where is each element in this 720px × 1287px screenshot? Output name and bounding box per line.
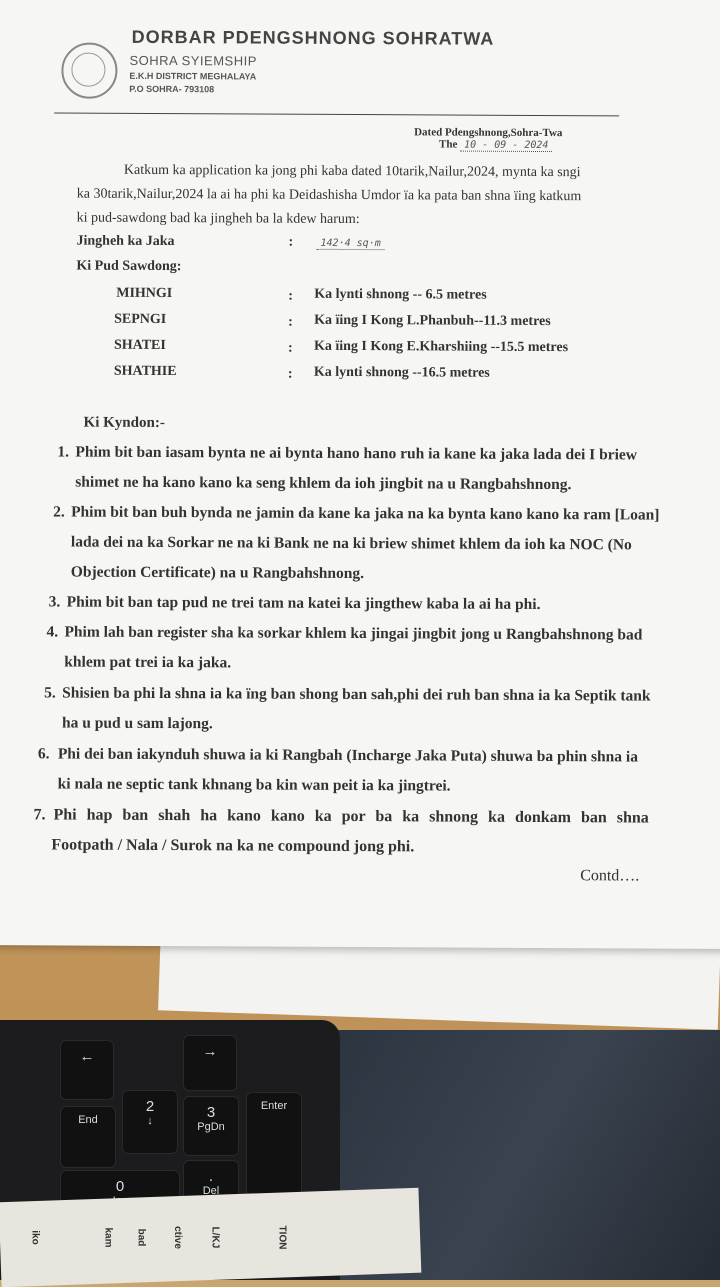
num2-key[interactable]: 2 ↓ bbox=[122, 1090, 178, 1154]
pud-colon: : bbox=[287, 366, 293, 382]
item-line: Objection Certificate) na u Rangbahshnong. bbox=[70, 563, 365, 583]
continued-label: Contd…. bbox=[580, 867, 640, 885]
dated-line: The 10 - 09 - 2024 bbox=[439, 138, 552, 151]
cloth-text: TION bbox=[276, 1225, 288, 1250]
pud-dir: SHATHIE bbox=[113, 363, 177, 380]
cloth-text: kam bbox=[102, 1227, 114, 1248]
cloth-text: L/KJ bbox=[209, 1226, 221, 1249]
item-line: Phi hap ban shah ha kano kano ka por ba ka shnong ka donkam ban shna bbox=[53, 806, 649, 827]
pud-text: Ka lynti shnong -- 6.5 metres bbox=[314, 286, 487, 303]
pud-text: Ka lynti shnong --16.5 metres bbox=[313, 364, 490, 381]
item-line: Shisien ba phi la shna ia ka ïng ban shong ban sah,phi dei ruh ban shna ia ka Septik tank bbox=[62, 684, 651, 705]
item-number: 4. bbox=[46, 623, 59, 641]
cloth-text: ctive bbox=[171, 1226, 183, 1249]
jingheh-colon: : bbox=[288, 234, 294, 250]
pud-text: Ka ïing I Kong L.Phanbuh--11.3 metres bbox=[314, 312, 551, 330]
org-title: DORBAR PDENGSHNONG SOHRATWA bbox=[131, 26, 495, 49]
cloth-text: bad bbox=[135, 1228, 147, 1247]
org-subtitle: SOHRA SYIEMSHIP bbox=[129, 52, 257, 69]
intro-line-1: Katkum ka application ka jong phi kaba dated 10tarik,Nailur,2024, mynta ka sngi bbox=[123, 162, 581, 181]
item-line: shimet ne ha kano kano ka seng khlem da ioh jingbit na u Rangbahshnong. bbox=[75, 473, 572, 494]
pud-heading: Ki Pud Sawdong: bbox=[76, 258, 182, 275]
org-postoffice: P.O SOHRA- 793108 bbox=[129, 83, 215, 95]
item-line: Footpath / Nala / Surok na ka ne compound jong phi. bbox=[51, 836, 415, 856]
header-rule bbox=[54, 112, 619, 116]
item-line: Phi dei ban iakynduh shuwa ia ki Rangbah (Incharge Jaka Puta) shuwa ba phin shna ia bbox=[57, 745, 639, 766]
intro-line-3: ki pud-sawdong bad ka jingheh ba la kdew harum: bbox=[76, 210, 360, 228]
right-arrow-key[interactable]: → bbox=[183, 1035, 237, 1091]
handwritten-date: 10 - 09 - 2024 bbox=[460, 140, 552, 152]
pud-colon: : bbox=[288, 314, 293, 330]
item-line: khlem pat trei ia ka jaka. bbox=[64, 653, 232, 672]
cloth-text: iko bbox=[29, 1230, 41, 1245]
item-number: 6. bbox=[37, 745, 50, 763]
end-key[interactable]: End bbox=[60, 1106, 116, 1168]
kyndon-heading: Ki Kyndon:- bbox=[83, 414, 165, 432]
pud-colon: : bbox=[288, 288, 293, 304]
pud-dir: SHATEI bbox=[113, 337, 166, 354]
seal-emblem-icon bbox=[61, 42, 117, 98]
item-line: ki nala ne septic tank khnang ba kin wan peit ia ka jingtrei. bbox=[57, 775, 451, 795]
pud-text: Ka ïing I Kong E.Kharshiing --15.5 metres bbox=[313, 338, 569, 356]
left-arrow-key[interactable]: ← bbox=[60, 1040, 114, 1100]
item-line: Phim lah ban register sha ka sorkar khlem ka jingai jingbit jong u Rangbahshnong bad bbox=[64, 623, 643, 644]
item-line: Phim bit ban tap pud ne trei tam na katei ka jingthew kaba la ai ha phi. bbox=[66, 593, 541, 613]
item-number: 1. bbox=[57, 443, 70, 461]
pud-colon: : bbox=[287, 340, 293, 356]
item-number: 2. bbox=[53, 503, 65, 521]
item-number: 7. bbox=[33, 806, 46, 824]
pgdn-key[interactable]: 3 PgDn bbox=[183, 1096, 239, 1156]
enter-key[interactable]: Enter bbox=[246, 1092, 302, 1202]
item-number: 3. bbox=[48, 593, 61, 611]
item-line: Phim bit ban iasam bynta ne ai bynta hano hano ruh ia kane ka jaka lada dei I briew bbox=[75, 443, 638, 464]
dated-label: Dated Pdengshnong,Sohra-Twa bbox=[414, 126, 563, 140]
ins-key[interactable]: 0 bbox=[60, 1170, 180, 1226]
org-district: E.K.H DISTRICT MEGHALAYA bbox=[129, 70, 257, 82]
item-number: 5. bbox=[44, 684, 56, 702]
intro-line-2: ka 30tarik,Nailur,2024 la ai ha phi ka Deidashisha Umdor ïa ka pata ban shna ïing katkum bbox=[76, 186, 582, 205]
item-line: ha u pud u sam lajong. bbox=[61, 714, 213, 733]
pud-dir: MIHNGI bbox=[116, 285, 173, 302]
pud-dir: SEPNGI bbox=[114, 311, 167, 328]
jingheh-value: 142·4 sq·m bbox=[316, 230, 384, 256]
item-line: lada dei na ka Sorkar ne na ki Bank ne na ki briew shimet khlem da ioh ka NOC (No bbox=[70, 533, 632, 554]
del-key[interactable]: . Del bbox=[183, 1160, 239, 1218]
item-line: Phim bit ban buh bynda ne jamin da kane ka jaka na ka bynta kano kano ka ram [Loan] bbox=[71, 503, 660, 524]
jingheh-label: Jingheh ka Jaka bbox=[76, 233, 175, 250]
